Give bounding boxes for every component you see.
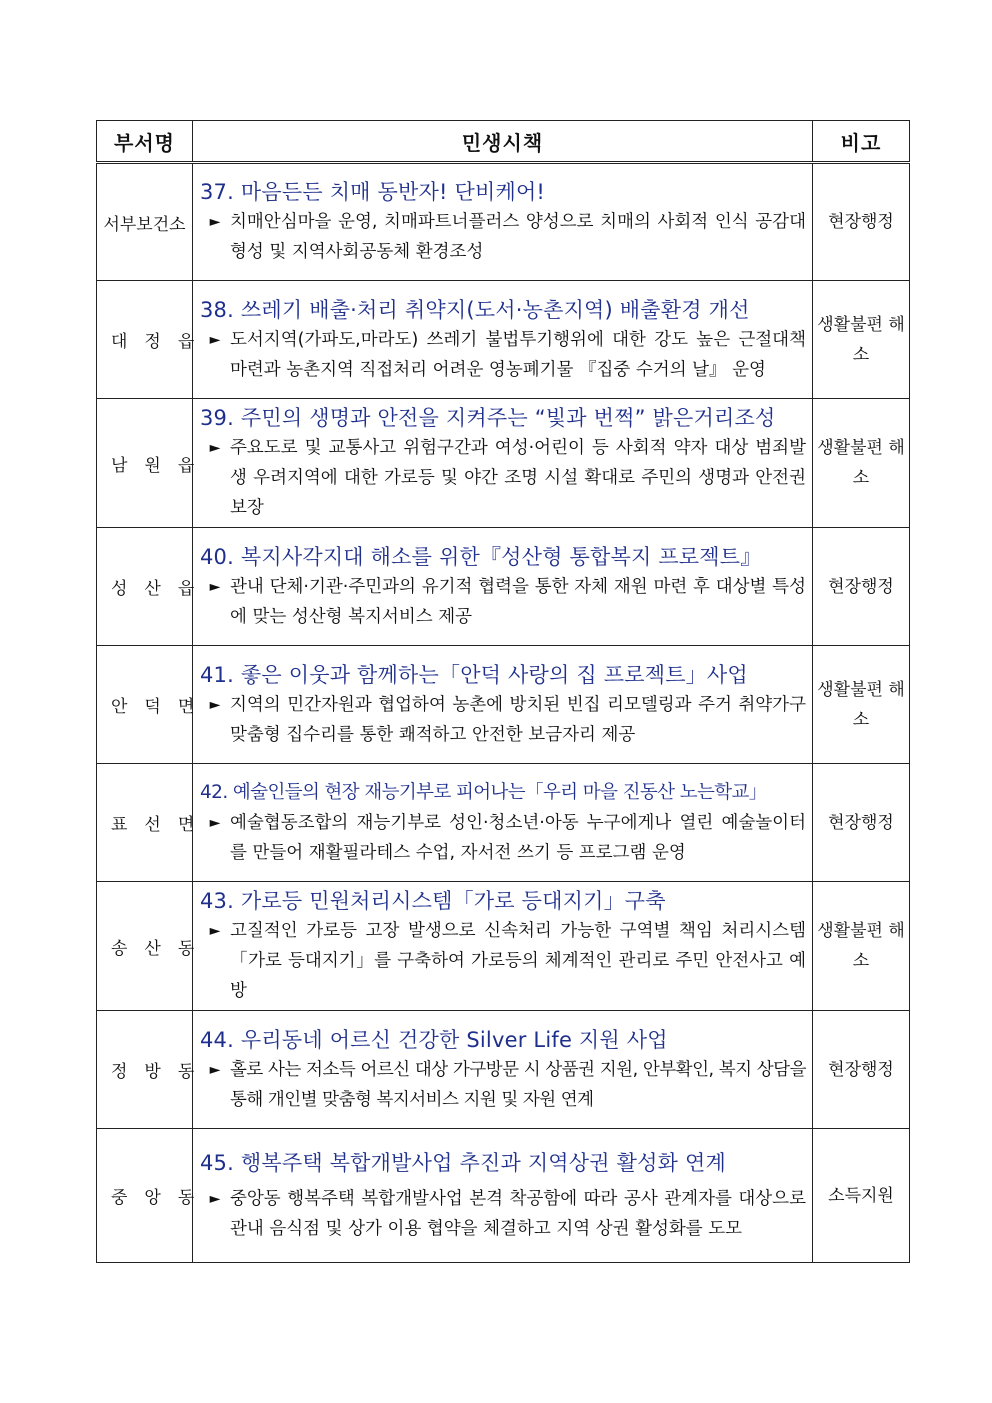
dept-cell: 송산동 [97,882,193,1011]
table-row [97,163,910,281]
dept-cell: 정방동 [97,1011,193,1129]
header-note: 비고 [813,121,910,163]
pointer-arrow-icon: ► [209,440,221,456]
note-cell: 현장행정 [813,528,910,646]
pointer-arrow-icon: ► [209,814,221,831]
table-row [97,764,910,882]
pointer-arrow-icon: ► [209,331,221,348]
note-cell: 소득지원 [813,1129,910,1263]
pointer-arrow-icon: ► [209,1061,221,1078]
dept-cell: 대정읍 [97,281,193,399]
policy-table [96,120,910,1263]
policy-description: 홀로 사는 저소득 어르신 대상 가구방문 시 상품권 지원, 안부확인, 복지 상담을 통해 개인별 맞춤형 복지서비스 지원 및 자원 연계 [230,1059,806,1110]
pointer-arrow-icon: ► [209,578,221,595]
policy-title: 45. 행복주택 복합개발사업 추진과 지역상권 활성화 연계 [200,1150,726,1175]
policy-description: 중앙동 행복주택 복합개발사업 본격 착공함에 따라 공사 관계자를 대상으로 관내 음식점 및 상가 이용 협약을 체결하고 지역 상권 활성화를 도모 [230,1188,806,1239]
header-dept: 부서명 [97,121,193,163]
dept-cell: 서부보건소 [97,163,193,281]
table-row [97,528,910,646]
policy-title: 39. 주민의 생명과 안전을 지켜주는 “빛과 번쩍” 밝은거리조성 [200,406,776,430]
policy-description: 관내 단체·기관·주민과의 유기적 협력을 통한 자체 재원 마련 후 대상별 특성에 맞는 성산형 복지서비스 제공 [230,576,806,627]
table-header-row [97,121,910,163]
policy-description: 도서지역(가파도,마라도) 쓰레기 불법투기행위에 대한 강도 높은 근절대책 마련과 농촌지역 직접처리 어려운 영농폐기물 『집중 수거의 날』 운영 [230,329,806,380]
pointer-arrow-icon: ► [209,923,221,939]
note-cell: 현장행정 [813,764,910,882]
dept-cell: 안덕면 [97,646,193,764]
table-row [97,281,910,399]
note-cell: 생활불편 해소 [813,281,910,399]
policy-cell [193,163,813,281]
policy-description: 치매안심마을 운영, 치매파트너플러스 양성으로 치매의 사회적 인식 공감대 형성 및 지역사회공동체 환경조성 [230,212,806,262]
dept-cell: 표선면 [97,764,193,882]
policy-cell [193,281,813,399]
policy-title: 43. 가로등 민원처리시스템「가로 등대지기」구축 [200,889,666,913]
policy-title: 41. 좋은 이웃과 함께하는「안덕 사랑의 집 프로젝트」사업 [200,662,748,687]
policy-cell [193,1011,813,1129]
pointer-arrow-icon: ► [209,696,221,713]
policy-description: 지역의 민간자원과 협업하여 농촌에 방치된 빈집 리모델링과 주거 취약가구 맞춤형 집수리를 통한 쾌적하고 안전한 보금자리 제공 [230,694,806,745]
note-cell: 생활불편 해소 [813,882,910,1011]
dept-cell: 성산읍 [97,528,193,646]
policy-cell [193,646,813,764]
header-policy: 민생시책 [193,121,813,163]
note-cell: 생활불편 해소 [813,646,910,764]
policy-title: 42. 예술인들의 현장 재능기부로 피어나는「우리 마을 진동산 노는학교」 [200,781,767,803]
policy-description: 예술협동조합의 재능기부로 성인·청소년·아동 누구에게나 열린 예술놀이터를 만들어 재활필라테스 수업, 자서전 쓰기 등 프로그램 운영 [230,812,806,863]
policy-cell [193,882,813,1011]
policy-cell [193,1129,813,1263]
policy-description: 주요도로 및 교통사고 위험구간과 여성·어린이 등 사회적 약자 대상 범죄발생 우려지역에 대한 가로등 및 야간 조명 시설 확대로 주민의 생명과 안전권 보장 [230,438,806,518]
table-row [97,399,910,528]
policy-title: 44. 우리동네 어르신 건강한 Silver Life 지원 사업 [200,1027,668,1052]
table-row [97,882,910,1011]
policy-title: 37. 마음든든 치매 동반자! 단비케어! [200,180,546,204]
policy-title: 38. 쓰레기 배출·처리 취약지(도서·농촌지역) 배출환경 개선 [200,297,750,322]
note-cell: 생활불편 해소 [813,399,910,528]
policy-cell [193,528,813,646]
note-cell: 현장행정 [813,1011,910,1129]
note-cell: 현장행정 [813,163,910,281]
policy-title: 40. 복지사각지대 해소를 위한『성산형 통합복지 프로젝트』 [200,544,762,569]
policy-description: 고질적인 가로등 고장 발생으로 신속처리 가능한 구역별 책임 처리시스템「가로 등대지기」를 구축하여 가로등의 체계적인 관리로 주민 안전사고 예방 [230,921,806,1001]
table-row [97,1011,910,1129]
table-row [97,1129,910,1263]
dept-cell: 중앙동 [97,1129,193,1263]
pointer-arrow-icon: ► [209,214,221,230]
policy-cell [193,399,813,528]
dept-cell: 남원읍 [97,399,193,528]
policy-cell [193,764,813,882]
table-row [97,646,910,764]
pointer-arrow-icon: ► [209,1190,221,1207]
